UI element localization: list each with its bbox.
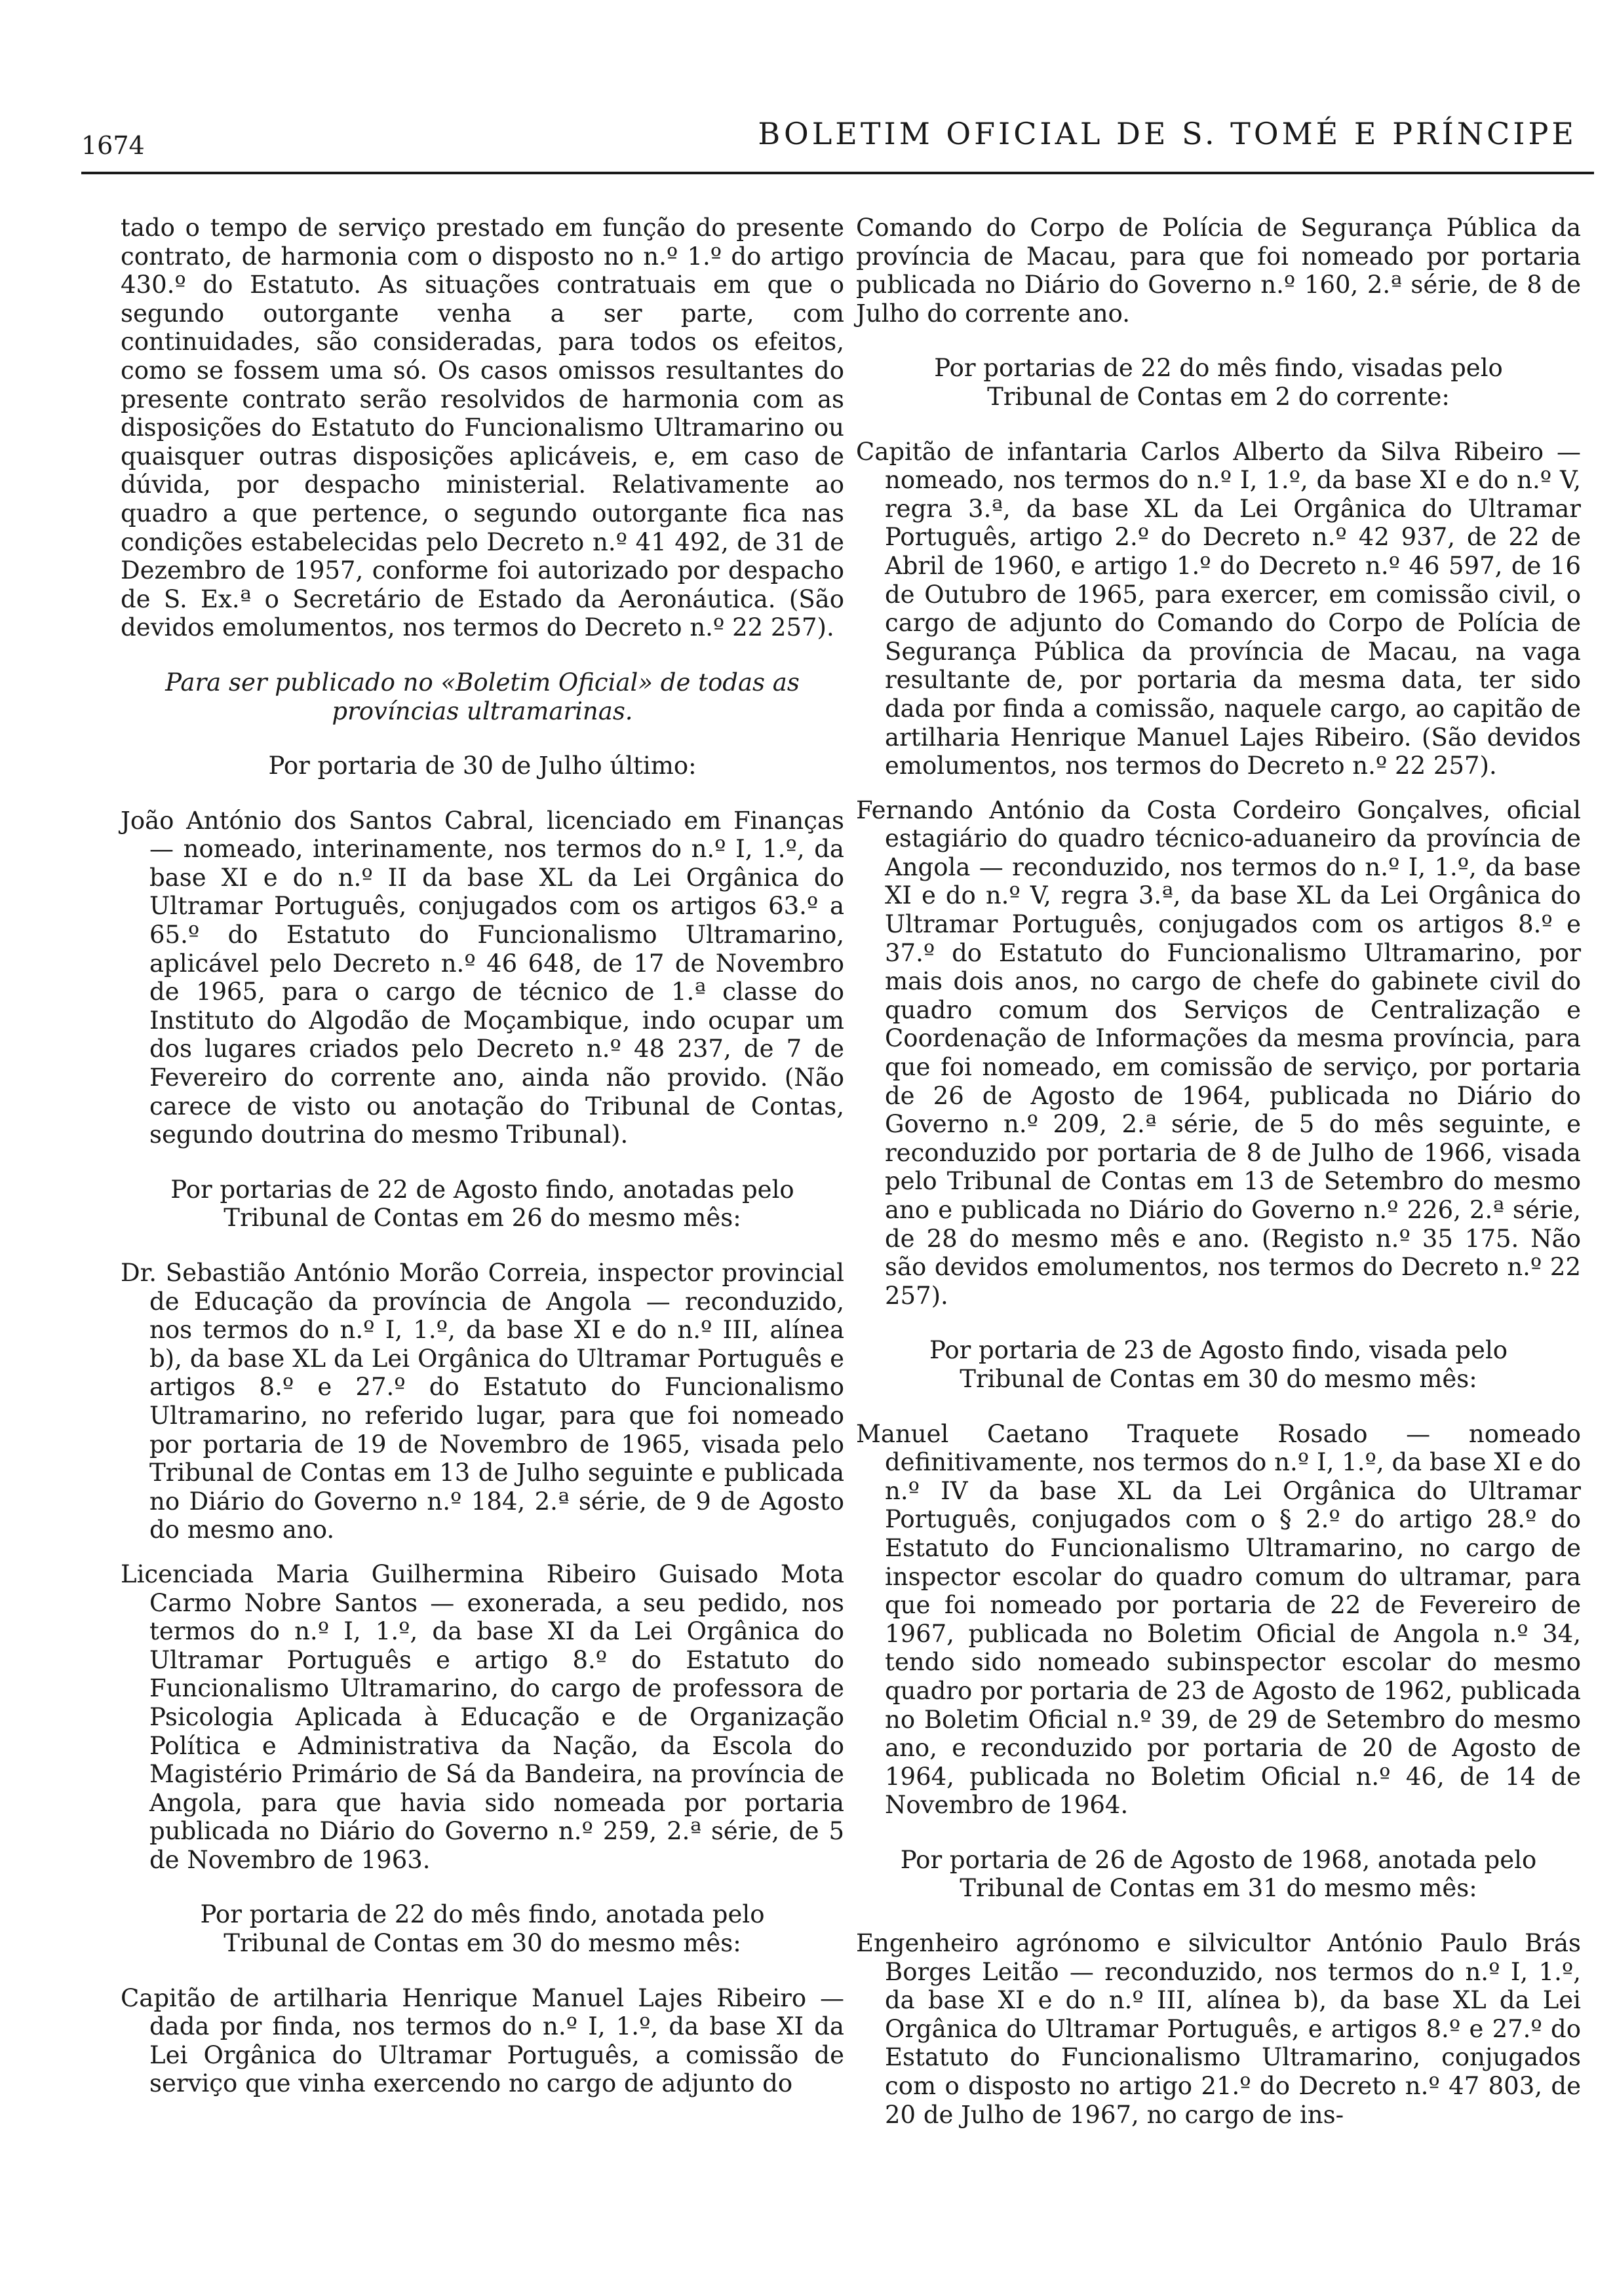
- section-heading: Por portaria de 23 de Agosto findo, visada pelo Tribunal de Contas em 30 do mesmo mês:: [929, 1336, 1508, 1393]
- section-heading: Por portarias de 22 do mês findo, visadas pelo Tribunal de Contas em 2 do corrente:: [934, 354, 1503, 411]
- section-heading: Por portarias de 22 de Agosto findo, anotadas pelo Tribunal de Contas em 26 do mesmo mês:: [170, 1175, 794, 1233]
- contract-continuation-paragraph: tado o tempo de serviço prestado em função do presente contrato, de harmonia com o disposto no n.º 1.º do artigo 430.º do Estatuto. As situações contratuais em que o segundo outorgante venha a ser parte, com continuidades, são consideradas, para todos os efeitos, como se fossem uma só. Os casos omissos resultantes do presente contrato serão resolvidos de harmonia com as disposições do Estatuto do Funcionalismo Ultramarino ou quaisquer outras disposições aplicáveis, e, em caso de dúvida, por despacho ministerial. Relativamente ao quadro a que pertence, o segundo outorgante fica nas condições estabelecidas pelo Decreto n.º 41 492, de 31 de Dezembro de 1957, conforme foi autorizado por despacho de S. Ex.ª o Secretário de Estado da Aeronáutica. (São devidos emolumentos, nos termos do Decreto n.º 22 257).: [121, 214, 844, 642]
- publication-title: BOLETIM OFICIAL DE S. TOMÉ E PRÍNCIPE: [758, 116, 1577, 151]
- appointment-entry: Capitão de artilharia Henrique Manuel Lajes Ribeiro — dada por finda, nos termos do n.º I, 1.º, da base XI da Lei Orgânica do Ultramar Português, a comissão de serviço que vinha exercendo no cargo de adjunto do: [121, 1983, 844, 2098]
- appointment-entry: João António dos Santos Cabral, licenciado em Finanças — nomeado, interinamente, nos termos do n.º I, 1.º, da base XI e do n.º II da base XL da Lei Orgânica do Ultramar Português, conjugados com os artigos 63.º a 65.º do Estatuto do Funcionalismo Ultramarino, aplicável pelo Decreto n.º 46 648, de 17 de Novembro de 1965, para o cargo de técnico de 1.ª classe do Instituto do Algodão de Moçambique, indo ocupar um dos lugares criados pelo Decreto n.º 48 237, de 7 de Fevereiro do corrente ano, ainda não provido. (Não carece de visto ou anotação do Tribunal de Contas, segundo doutrina do mesmo Tribunal).: [121, 806, 844, 1149]
- appointment-entry: Manuel Caetano Traquete Rosado — nomeado definitivamente, nos termos do n.º I, 1.º, da base XI e do n.º IV da base XL da Lei Orgânica do Ultramar Português, conjugados com o § 2.º do artigo 28.º do Estatuto do Funcionalismo Ultramarino, no cargo de inspector escolar do quadro comum do ultramar, para que foi nomeado por portaria de 22 de Fevereiro de 1967, publicada no Boletim Oficial de Angola n.º 34, tendo sido nomeado subinspector escolar do mesmo quadro por portaria de 23 de Agosto de 1962, publicada no Boletim Oficial n.º 39, de 29 de Setembro do mesmo ano, e reconduzido por portaria de 20 de Agosto de 1964, publicada no Boletim Oficial n.º 46, de 14 de Novembro de 1964.: [856, 1419, 1581, 1820]
- appointment-entry: Engenheiro agrónomo e silvicultor António Paulo Brás Borges Leitão — reconduzido, nos termos do n.º I, 1.º, da base XI e do n.º III, alínea b), da base XL da Lei Orgânica do Ultramar Português, e artigos 8.º e 27.º do Estatuto do Funcionalismo Ultramarino, conjugados com o disposto no artigo 21.º do Decreto n.º 47 803, de 20 de Julho de 1967, no cargo de ins-: [856, 1929, 1581, 2129]
- appointment-entry: Fernando António da Costa Cordeiro Gonçalves, oficial estagiário do quadro técnico-aduaneiro da província de Angola — reconduzido, nos termos do n.º I, 1.º, da base XI e do n.º V, regra 3.ª, da base XL da Lei Orgânica do Ultramar Português, conjugados com os artigos 8.º e 37.º do Estatuto do Funcionalismo Ultramarino, por mais dois anos, no cargo de chefe do gabinete civil do quadro comum dos Serviços de Centralização e Coordenação de Informações da mesma província, para que foi nomeado, em comissão de serviço, por portaria de 26 de Agosto de 1964, publicada no Diário do Governo n.º 209, 2.ª série, de 5 do mês seguinte, e reconduzido por portaria de 8 de Julho de 1966, visada pelo Tribunal de Contas em 13 de Setembro do mesmo ano e publicada no Diário do Governo n.º 226, 2.ª série, de 28 do mesmo mês e ano. (Registo n.º 35 175. Não são devidos emolumentos, nos termos do Decreto n.º 22 257).: [856, 795, 1581, 1310]
- publication-note-heading: Para ser publicado no «Boletim Oficial» de todas as províncias ultramarinas.: [165, 668, 800, 725]
- section-heading: Por portaria de 30 de Julho último:: [268, 752, 697, 780]
- right-column: [856, 214, 1581, 2257]
- section-heading: Por portaria de 22 do mês findo, anotada pelo Tribunal de Contas em 30 do mesmo mês:: [200, 1900, 765, 1958]
- entry-continuation-paragraph: Comando do Corpo de Polícia de Segurança Pública da província de Macau, para que foi nomeado por portaria publicada no Diário do Governo n.º 160, 2.ª série, de 8 de Julho do corrente ano.: [856, 214, 1581, 328]
- appointment-entry: Dr. Sebastião António Morão Correia, inspector provincial de Educação da província de Angola — reconduzido, nos termos do n.º I, 1.º, da base XI e do n.º III, alínea b), da base XL da Lei Orgânica do Ultramar Português e artigos 8.º e 27.º do Estatuto do Funcionalismo Ultramarino, no referido lugar, para que foi nomeado por portaria de 19 de Novembro de 1965, visada pelo Tribunal de Contas em 13 de Julho seguinte e publicada no Diário do Governo n.º 184, 2.ª série, de 9 de Agosto do mesmo ano.: [121, 1259, 844, 1544]
- section-heading: Por portaria de 26 de Agosto de 1968, anotada pelo Tribunal de Contas em 31 do mesmo mês:: [900, 1845, 1537, 1903]
- appointment-entry: Licenciada Maria Guilhermina Ribeiro Guisado Mota Carmo Nobre Santos — exonerada, a seu pedido, nos termos do n.º I, 1.º, da base XI da Lei Orgânica do Ultramar Português e artigo 8.º do Estatuto do Funcionalismo Ultramarino, do cargo de professora de Psicologia Aplicada à Educação e de Organização Política e Administrativa da Nação, da Escola do Magistério Primário de Sá da Bandeira, na província de Angola, para que havia sido nomeada por portaria publicada no Diário do Governo n.º 259, 2.ª série, de 5 de Novembro de 1963.: [121, 1559, 844, 1874]
- left-column: [121, 214, 844, 2257]
- header-rule: [81, 172, 1594, 174]
- appointment-entry: Capitão de infantaria Carlos Alberto da Silva Ribeiro — nomeado, nos termos do n.º I, 1.º, da base XI e do n.º V, regra 3.ª, da base XL da Lei Orgânica do Ultramar Português, artigo 2.º do Decreto n.º 42 937, de 22 de Abril de 1960, e artigo 1.º do Decreto n.º 46 597, de 16 de Outubro de 1965, para exercer, em comissão civil, o cargo de adjunto do Comando do Corpo de Polícia de Segurança Pública da província de Macau, na vaga resultante de, por portaria da mesma data, ter sido dada por finda a comissão, naquele cargo, ao capitão de artilharia Henrique Manuel Lajes Ribeiro. (São devidos emolumentos, nos termos do Decreto n.º 22 257).: [856, 437, 1581, 780]
- page-number: 1674: [81, 131, 145, 160]
